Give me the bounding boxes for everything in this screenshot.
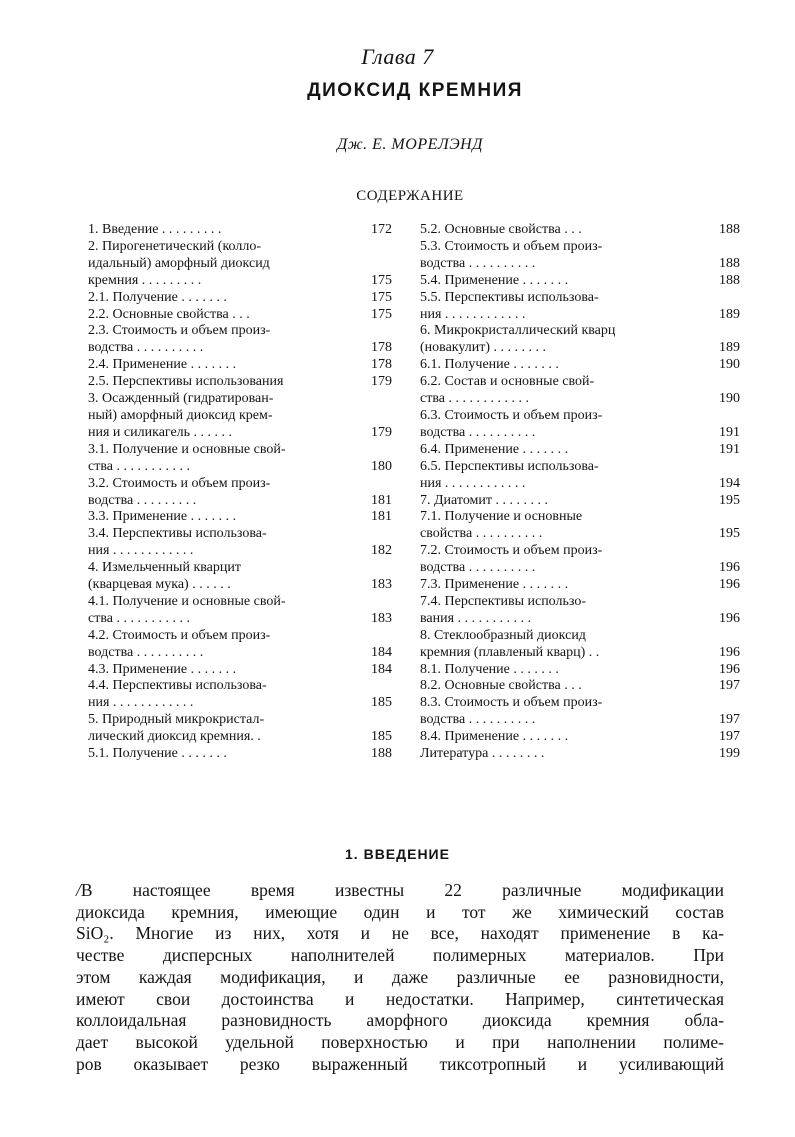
toc-entry-page: 190 [719, 357, 740, 373]
toc-entry-label: 3.1. Получение и основные свой- ства . . . . . . . . . . . [88, 441, 286, 474]
toc-entry-page: 189 [719, 340, 740, 356]
toc-entry [88, 476, 392, 510]
toc-entry [88, 560, 392, 594]
toc-entry [420, 695, 740, 729]
toc-entry [420, 442, 740, 459]
toc-entry-page: 188 [371, 746, 392, 762]
toc-entry-label: 3. Осажденный (гидратирован- ный) аморфный диоксид крем- ния и силикагель . . . . . . [88, 391, 274, 440]
toc-entry [88, 662, 392, 679]
chapter-number: Глава 7 [361, 44, 434, 69]
toc-entry-label: 2.4. Применение . . . . . . . [88, 357, 237, 373]
toc-entry-label: 8. Стеклообразный диоксид кремния (плавленый кварц) . . [420, 627, 600, 660]
chapter-title: ДИОКСИД КРЕМНИЯ [307, 80, 523, 101]
toc-entry [420, 729, 740, 746]
toc-entry-page: 179 [371, 374, 392, 390]
section-heading: 1. ВВЕДЕНИЕ [345, 846, 450, 862]
toc-entry-label: Литература . . . . . . . . [420, 746, 545, 762]
toc-entry-label: 2.5. Перспективы использования [88, 374, 284, 390]
paragraph-mark: / [76, 880, 81, 900]
toc-entry-page: 184 [371, 644, 392, 660]
toc-entry-page: 172 [371, 222, 392, 237]
toc-entry-page: 197 [719, 712, 740, 728]
toc-entry-label: 8.1. Получение . . . . . . . [420, 661, 559, 677]
contents-column-right [420, 222, 740, 763]
toc-entry-page: 196 [719, 661, 740, 677]
toc-entry-page: 196 [719, 644, 740, 660]
toc-entry-page: 191 [719, 424, 740, 440]
toc-entry-page: 191 [719, 441, 740, 457]
toc-entry-label: 6.1. Получение . . . . . . . [420, 357, 559, 373]
toc-entry [88, 307, 392, 324]
toc-entry [88, 374, 392, 391]
toc-entry-page: 175 [371, 306, 392, 322]
toc-entry [88, 746, 392, 763]
toc-entry-label: 2.2. Основные свойства . . . [88, 306, 250, 322]
toc-entry [420, 459, 740, 493]
toc-entry-page: 197 [719, 729, 740, 745]
toc-entry-page: 175 [371, 289, 392, 305]
toc-entry [88, 290, 392, 307]
toc-entry-label: 3.2. Стоимость и объем произ- водства . . . . . . . . . [88, 475, 271, 508]
toc-entry-label: 3.4. Перспективы использова- ния . . . . . . . . . . . . [88, 526, 267, 559]
toc-entry-page: 175 [371, 272, 392, 288]
toc-entry-label: 7.1. Получение и основные свойства . . . . . . . . . . [420, 509, 583, 542]
toc-entry-label: 5.4. Применение . . . . . . . [420, 272, 569, 288]
body-paragraph [76, 880, 724, 1075]
body-line: SiO₂. Многие из них, хотя и не все, находят применение в ка- [76, 923, 724, 944]
toc-entry-label: 7.4. Перспективы использо- вания . . . . . . . . . . . [420, 593, 586, 626]
toc-entry [88, 628, 392, 662]
toc-entry-page: 181 [371, 509, 392, 525]
toc-entry [88, 391, 392, 442]
toc-entry-label: 4.2. Стоимость и объем произ- водства . . . . . . . . . . [88, 627, 271, 660]
body-line: этом каждая модификация, и даже различные ее разновидности, [76, 966, 724, 987]
toc-entry-page: 197 [719, 678, 740, 694]
toc-entry-page: 181 [371, 492, 392, 508]
toc-entry-label: 5.3. Стоимость и объем произ- водства . . . . . . . . . . [420, 238, 603, 271]
toc-entry [88, 509, 392, 526]
toc-entry [88, 357, 392, 374]
toc-entry [420, 746, 740, 763]
toc-entry-page: 188 [719, 255, 740, 271]
body-line: коллоидальная разновидность аморфного диоксида кремния обла- [76, 1010, 724, 1031]
toc-entry-page: 194 [719, 475, 740, 491]
toc-entry-label: 6.3. Стоимость и объем произ- водства . . . . . . . . . . [420, 407, 603, 440]
toc-entry [420, 222, 740, 239]
toc-entry [420, 594, 740, 628]
toc-entry [420, 323, 740, 357]
toc-entry-label: 7.2. Стоимость и объем произ- водства . . . . . . . . . . [420, 543, 603, 576]
toc-entry-label: 4.1. Получение и основные свой- ства . . . . . . . . . . . [88, 593, 286, 626]
toc-entry [420, 628, 740, 662]
body-line: имеют свои достоинства и недостатки. Например, синтетическая [76, 988, 724, 1009]
toc-entry-label: 7.3. Применение . . . . . . . [420, 577, 569, 593]
toc-entry [88, 678, 392, 712]
toc-entry [420, 543, 740, 577]
toc-entry-page: 196 [719, 560, 740, 576]
toc-entry-page: 196 [719, 610, 740, 626]
toc-entry-label: 2. Пирогенетический (колло- идальный) аморфный диоксид кремния . . . . . . . . . [88, 238, 270, 288]
author: Дж. Е. МОРЕЛЭНД [337, 136, 483, 153]
toc-entry [420, 577, 740, 594]
toc-entry-label: 1. Введение . . . . . . . . . [88, 222, 222, 237]
contents-column-left [88, 222, 392, 763]
body-line: ров оказывает резко выраженный тиксотропный и усиливающий [76, 1053, 724, 1074]
toc-entry-page: 196 [719, 577, 740, 593]
toc-entry-label: 2.1. Получение . . . . . . . [88, 289, 227, 305]
toc-entry [88, 712, 392, 746]
toc-entry-page: 183 [371, 610, 392, 626]
toc-entry-page: 188 [719, 222, 740, 237]
body-line-text: В настоящее время известны 22 различные модификации [80, 880, 724, 900]
toc-entry-page: 179 [371, 424, 392, 440]
toc-entry [88, 222, 392, 239]
toc-entry-label: 8.3. Стоимость и объем произ- водства . . . . . . . . . . [420, 695, 603, 728]
toc-entry-page: 180 [371, 458, 392, 474]
toc-entry-page: 184 [371, 661, 392, 677]
contents-heading: СОДЕРЖАНИЕ [356, 188, 464, 204]
toc-entry [420, 493, 740, 510]
toc-entry-label: 6.4. Применение . . . . . . . [420, 441, 569, 457]
toc-entry [420, 273, 740, 290]
toc-entry-label: 8.2. Основные свойства . . . [420, 678, 582, 694]
toc-entry-label: 3.3. Применение . . . . . . . [88, 509, 237, 525]
toc-entry-page: 190 [719, 391, 740, 407]
toc-entry [420, 678, 740, 695]
toc-entry [420, 408, 740, 442]
body-line: дает высокой удельной поверхностью и при наполнении полиме- [76, 1031, 724, 1052]
toc-entry [88, 239, 392, 290]
toc-entry-label: 7. Диатомит . . . . . . . . [420, 492, 549, 508]
body-line [76, 880, 724, 902]
toc-entry [420, 290, 740, 324]
toc-entry-label: 5.5. Перспективы использова- ния . . . . . . . . . . . . [420, 289, 599, 322]
toc-entry-page: 178 [371, 340, 392, 356]
toc-entry-label: 4.3. Применение . . . . . . . [88, 661, 237, 677]
toc-entry-page: 195 [719, 492, 740, 508]
toc-entry [88, 442, 392, 476]
toc-entry [88, 526, 392, 560]
toc-entry-label: 4.4. Перспективы использова- ния . . . . . . . . . . . . [88, 678, 267, 711]
toc-entry-label: 5. Природный микрокристал- лический диоксид кремния. . [88, 712, 265, 745]
toc-entry-label: 5.1. Получение . . . . . . . [88, 746, 227, 762]
body-line: честве дисперсных наполнителей полимерных материалов. При [76, 945, 724, 966]
toc-entry-label: 2.3. Стоимость и объем произ- водства . . . . . . . . . . [88, 323, 271, 356]
toc-entry-page: 182 [371, 543, 392, 559]
toc-entry-page: 189 [719, 306, 740, 322]
body-line: диоксида кремния, имеющие один и тот же химический состав [76, 901, 724, 922]
toc-entry-page: 195 [719, 526, 740, 542]
toc-entry-label: 6. Микрокристаллический кварц (новакулит) . . . . . . . . [420, 323, 616, 356]
toc-entry-page: 185 [371, 729, 392, 745]
toc-entry-label: 8.4. Применение . . . . . . . [420, 729, 569, 745]
toc-entry-page: 183 [371, 577, 392, 593]
toc-entry [420, 357, 740, 374]
toc-entry [420, 374, 740, 408]
toc-entry-label: 4. Измельченный кварцит (кварцевая мука) . . . . . . [88, 560, 242, 593]
toc-entry-page: 178 [371, 357, 392, 373]
toc-entry-label: 6.5. Перспективы использова- ния . . . . . . . . . . . . [420, 458, 599, 491]
toc-entry [420, 509, 740, 543]
toc-entry [420, 662, 740, 679]
toc-entry-label: 5.2. Основные свойства . . . [420, 222, 582, 237]
toc-entry-page: 185 [371, 695, 392, 711]
toc-entry-page: 188 [719, 272, 740, 288]
toc-entry [88, 323, 392, 357]
toc-entry [420, 239, 740, 273]
toc-entry [88, 594, 392, 628]
toc-entry-page: 199 [719, 746, 740, 762]
toc-entry-label: 6.2. Состав и основные свой- ства . . . . . . . . . . . . [420, 374, 595, 407]
